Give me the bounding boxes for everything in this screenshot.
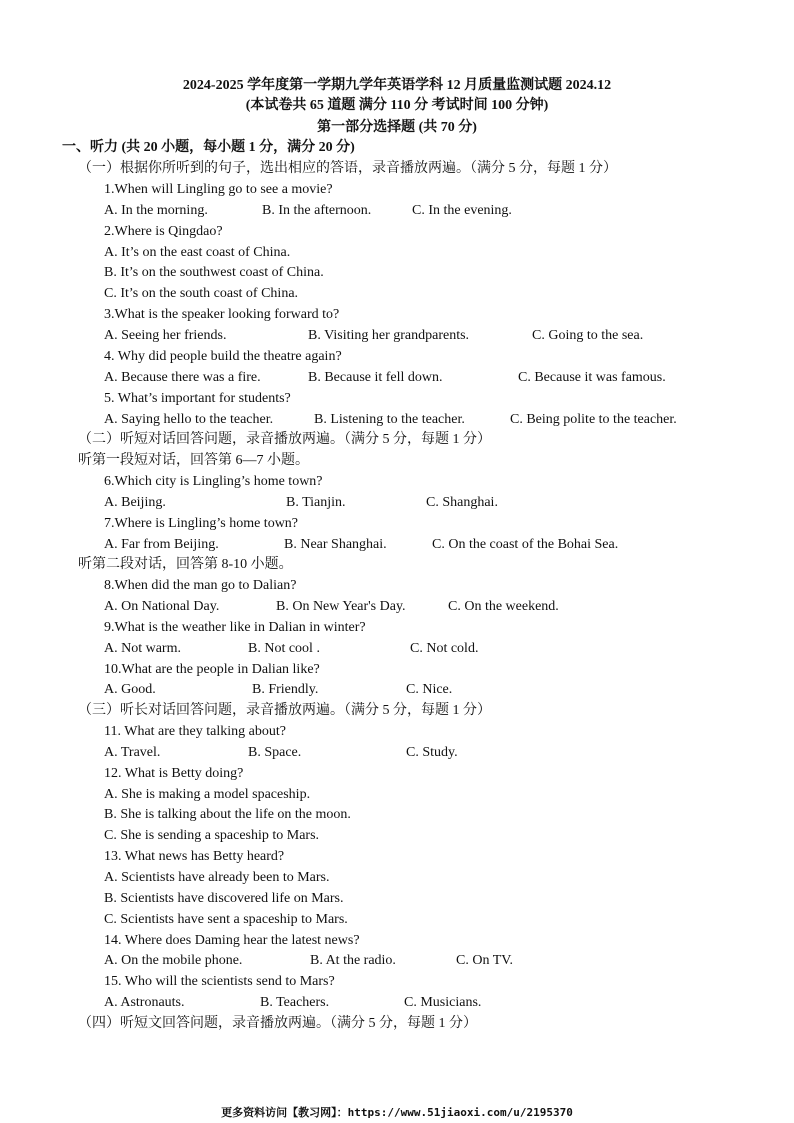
question-15: 15. Who will the scientists send to Mars? — [104, 974, 335, 989]
q11-option-a: A. Travel. — [104, 745, 161, 760]
q1-option-b: B. In the afternoon. — [262, 203, 372, 218]
q7-option-b: B. Near Shanghai. — [284, 537, 387, 552]
q12-option-b: B. She is talking about the life on the moon. — [104, 807, 351, 822]
q4-option-a: A. Because there was a fire. — [104, 370, 261, 385]
q6-option-c: C. Shanghai. — [426, 495, 498, 510]
q15-option-c: C. Musicians. — [404, 995, 482, 1010]
subsection-2-instructions: （二）听短对话回答问题，录音播放两遍。（满分 5 分，每题 1 分） — [78, 432, 491, 447]
question-7: 7.Where is Lingling’s home town? — [104, 516, 299, 531]
q9-option-a: A. Not warm. — [104, 641, 181, 656]
part-title: 第一部分选择题 (共 70 分) — [317, 120, 477, 135]
subsection-1-instructions: （一）根据你所听到的句子，选出相应的答语，录音播放两遍。（满分 5 分，每题 1 分） — [78, 161, 617, 176]
q14-option-c: C. On TV. — [456, 953, 514, 968]
q10-option-a: A. Good. — [104, 682, 156, 697]
exam-title: 2024-2025 学年度第一学期九学年英语学科 12 月质量监测试题 2024.12 — [182, 78, 612, 93]
q6-option-a: A. Beijing. — [104, 495, 166, 510]
q7-option-a: A. Far from Beijing. — [104, 537, 219, 552]
q5-option-a: A. Saying hello to the teacher. — [104, 412, 274, 427]
q4-option-c: C. Because it was famous. — [518, 370, 666, 385]
dialog-1-instructions: 听第一段短对话，回答第 6—7 小题。 — [78, 453, 309, 468]
q13-option-c: C. Scientists have sent a spaceship to Mars. — [104, 912, 348, 927]
q8-option-c: C. On the weekend. — [448, 599, 559, 614]
question-14: 14. Where does Daming hear the latest news? — [104, 933, 360, 948]
subsection-4-instructions: （四）听短文回答问题，录音播放两遍。（满分 5 分，每题 1 分） — [78, 1016, 477, 1031]
q14-option-a: A. On the mobile phone. — [104, 953, 243, 968]
q1-option-a: A. In the morning. — [104, 203, 208, 218]
q1-option-c: C. In the evening. — [412, 203, 512, 218]
footer-link[interactable]: 更多资料访问【教习网】：https://www.51jiaoxi.com/u/2195370 — [221, 1106, 573, 1119]
q15-option-a: A. Astronauts. — [104, 995, 185, 1010]
question-6: 6.Which city is Lingling’s home town? — [104, 474, 323, 489]
question-11: 11. What are they talking about? — [104, 724, 286, 739]
q2-option-c: C. It’s on the south coast of China. — [104, 286, 299, 301]
q6-option-b: B. Tianjin. — [286, 495, 346, 510]
question-4: 4. Why did people build the theatre again? — [104, 349, 342, 364]
question-8: 8.When did the man go to Dalian? — [104, 578, 297, 593]
q13-option-b: B. Scientists have discovered life on Mars. — [104, 891, 344, 906]
question-1: 1.When will Lingling go to see a movie? — [104, 182, 333, 197]
q5-option-c: C. Being polite to the teacher. — [510, 412, 677, 427]
dialog-2-instructions: 听第二段对话，回答第 8-10 小题。 — [78, 557, 293, 572]
question-5: 5. What’s important for students? — [104, 391, 291, 406]
q4-option-b: B. Because it fell down. — [308, 370, 443, 385]
question-9: 9.What is the weather like in Dalian in winter? — [104, 620, 366, 635]
q11-option-c: C. Study. — [406, 745, 458, 760]
question-12: 12. What is Betty doing? — [104, 766, 244, 781]
q3-option-c: C. Going to the sea. — [532, 328, 644, 343]
subsection-3-instructions: （三）听长对话回答问题，录音播放两遍。（满分 5 分，每题 1 分） — [78, 703, 491, 718]
q8-option-a: A. On National Day. — [104, 599, 220, 614]
question-3: 3.What is the speaker looking forward to? — [104, 307, 340, 322]
question-2: 2.Where is Qingdao? — [104, 224, 223, 239]
q2-option-a: A. It’s on the east coast of China. — [104, 245, 291, 260]
q12-option-c: C. She is sending a spaceship to Mars. — [104, 828, 320, 843]
q9-option-b: B. Not cool . — [248, 641, 320, 656]
q13-option-a: A. Scientists have already been to Mars. — [104, 870, 330, 885]
q7-option-c: C. On the coast of the Bohai Sea. — [432, 537, 619, 552]
question-10: 10.What are the people in Dalian like? — [104, 662, 320, 677]
q3-option-b: B. Visiting her grandparents. — [308, 328, 470, 343]
q3-option-a: A. Seeing her friends. — [104, 328, 227, 343]
section-title-listening: 一、听力 (共 20 小题，每小题 1 分，满分 20 分) — [62, 140, 355, 155]
q15-option-b: B. Teachers. — [260, 995, 330, 1010]
q10-option-c: C. Nice. — [406, 682, 453, 697]
q12-option-a: A. She is making a model spaceship. — [104, 787, 311, 802]
q9-option-c: C. Not cold. — [410, 641, 479, 656]
q10-option-b: B. Friendly. — [252, 682, 319, 697]
q14-option-b: B. At the radio. — [310, 953, 396, 968]
q2-option-b: B. It’s on the southwest coast of China. — [104, 265, 324, 280]
q8-option-b: B. On New Year's Day. — [276, 599, 406, 614]
q11-option-b: B. Space. — [248, 745, 302, 760]
question-13: 13. What news has Betty heard? — [104, 849, 285, 864]
exam-info: (本试卷共 65 道题 满分 110 分 考试时间 100 分钟) — [245, 98, 549, 113]
q5-option-b: B. Listening to the teacher. — [314, 412, 465, 427]
